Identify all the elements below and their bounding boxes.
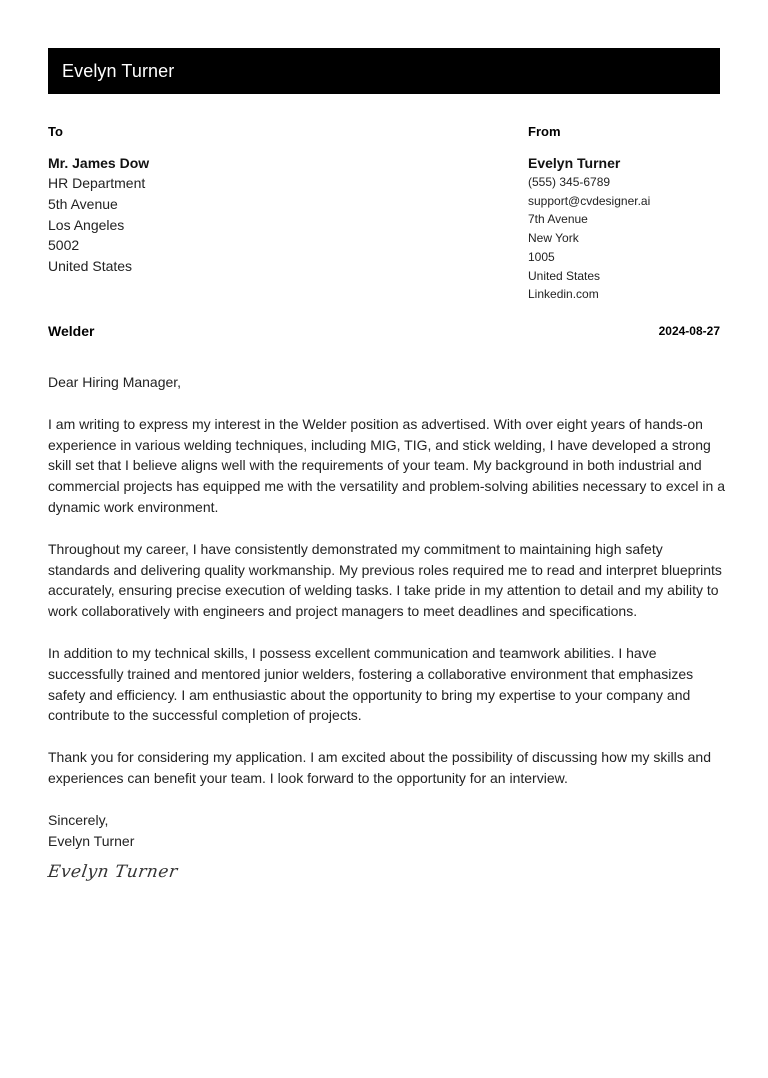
recipient-postcode: 5002	[48, 237, 80, 254]
recipient-country: United States	[48, 258, 133, 275]
body-paragraph: I am writing to express my interest in the Welder position as advertised. With over eight years of hands-on experience in various welding techniques, including MIG, TIG, and stick welding, I have developed a strong skill set that I believe aligns well with the requirements of your team. My background in both industrial and commercial projects has equipped me with the versatility and problem-solving abilities necessary to excel in a dynamic work environment.	[48, 415, 725, 515]
letter-date: 2024-08-27	[658, 324, 720, 338]
sender-linkedin: Linkedin.com	[528, 287, 599, 302]
sender-email: support@cvdesigner.ai	[528, 193, 651, 208]
recipient-street: 5th Avenue	[48, 195, 118, 212]
recipient-block	[48, 124, 348, 277]
letter-body	[48, 372, 728, 851]
body-paragraph: Thank you for considering my application. I am excited about the possibility of discussing how my skills and experiences can benefit your team. I look forward to the opportunity for an interview.	[48, 749, 711, 786]
signature: Evelyn Turner	[46, 862, 179, 882]
recipient-city: Los Angeles	[48, 216, 125, 233]
recipient-name: Mr. James Dow	[48, 155, 150, 171]
job-title: Welder	[48, 323, 95, 339]
body-paragraph: In addition to my technical skills, I possess excellent communication and teamwork abilities. I have successfully trained and mentored junior welders, fostering a collaborative environment that emphasizes safety and efficiency. I am enthusiastic about the opportunity to bring my expertise to your company and contribute to the successful completion of projects.	[48, 644, 694, 724]
sender-block	[528, 124, 720, 304]
sender-name: Evelyn Turner	[528, 155, 621, 171]
header-name: Evelyn Turner	[62, 60, 175, 81]
header-bar	[48, 48, 720, 94]
sender-phone: (555) 345-6789	[528, 175, 611, 189]
recipient-label: To	[48, 124, 63, 139]
closing: Sincerely,	[48, 811, 109, 828]
greeting: Dear Hiring Manager,	[48, 374, 182, 390]
sender-country: United States	[528, 268, 601, 283]
recipient-department: HR Department	[48, 175, 146, 191]
closing-name: Evelyn Turner	[48, 832, 135, 849]
sender-city: New York	[528, 231, 579, 246]
subject-row	[48, 323, 720, 339]
body-paragraph: Throughout my career, I have consistently demonstrated my commitment to maintaining high safety standards and delivering quality workmanship. My previous roles required me to read and interpret blueprints accurately, ensuring precise execution of welding tasks. I take pride in my attention to detail and my ability to work collaboratively with engineers and project managers to meet deadlines and specifications.	[48, 540, 722, 620]
sender-street: 7th Avenue	[528, 212, 588, 227]
sender-label: From	[528, 124, 561, 139]
sender-postcode: 1005	[528, 249, 555, 264]
